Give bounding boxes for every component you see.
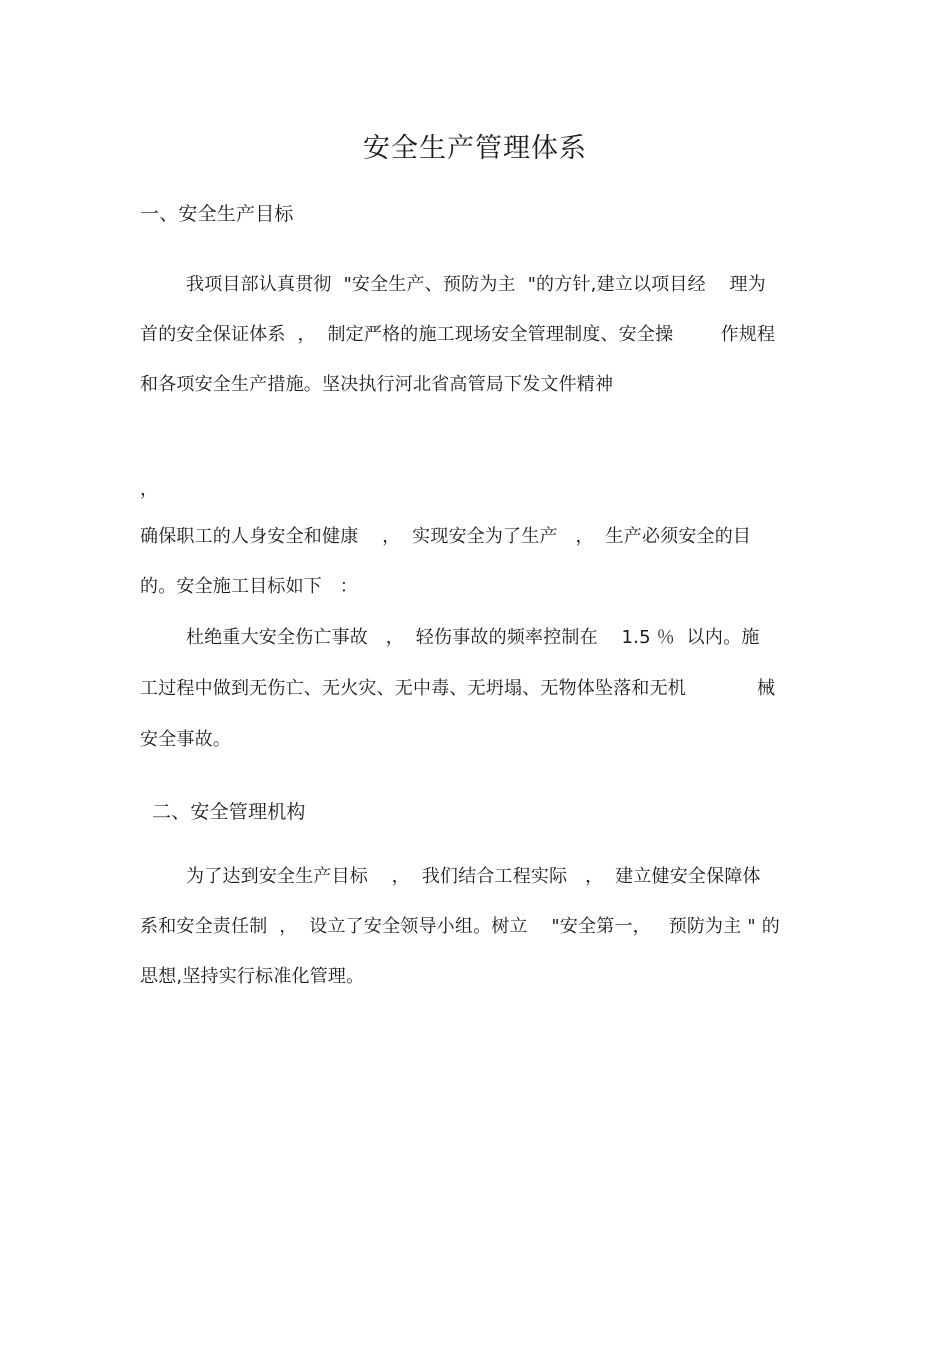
section-heading-safety-organization: 二、安全管理机构 [152,801,306,823]
document-title: 安全生产管理体系 [363,133,587,164]
paragraph-line: 确保职工的人身安全和健康 ， 实现安全为了生产 ， 生产必须安全的目 [140,526,752,547]
paragraph-line: 系和安全责任制 ， 设立了安全领导小组。树立 "安全第一， 预防为主 " 的 [140,916,780,937]
paragraph-line: 的。安全施工目标如下 ： [140,576,358,597]
paragraph-line: ， [140,479,159,500]
paragraph-line: 首的安全保证体系 ， 制定严格的施工现场安全管理制度、安全操 作规程 [140,324,776,345]
paragraph-line: 和各项安全生产措施。坚决执行河北省高管局下发文件精神 [140,374,614,395]
paragraph-line: 为了达到安全生产目标 ， 我们结合工程实际 ， 建立健安全保障体 [186,866,761,887]
section-heading-safety-goals: 一、安全生产目标 [140,203,294,225]
paragraph-line: 工过程中做到无伤亡、无火灾、无中毒、无坍塌、无物体坠落和无机 械 [140,678,776,699]
paragraph-line: 安全事故。 [140,729,231,750]
paragraph-line: 我项目部认真贯彻 "安全生产、预防为主 "的方针,建立以项目经 理为 [186,274,766,295]
paragraph-line: 杜绝重大安全伤亡事故 ， 轻伤事故的频率控制在 1.5 ％ 以内。施 [186,627,760,648]
paragraph-line: 思想,坚持实行标准化管理。 [140,966,365,987]
